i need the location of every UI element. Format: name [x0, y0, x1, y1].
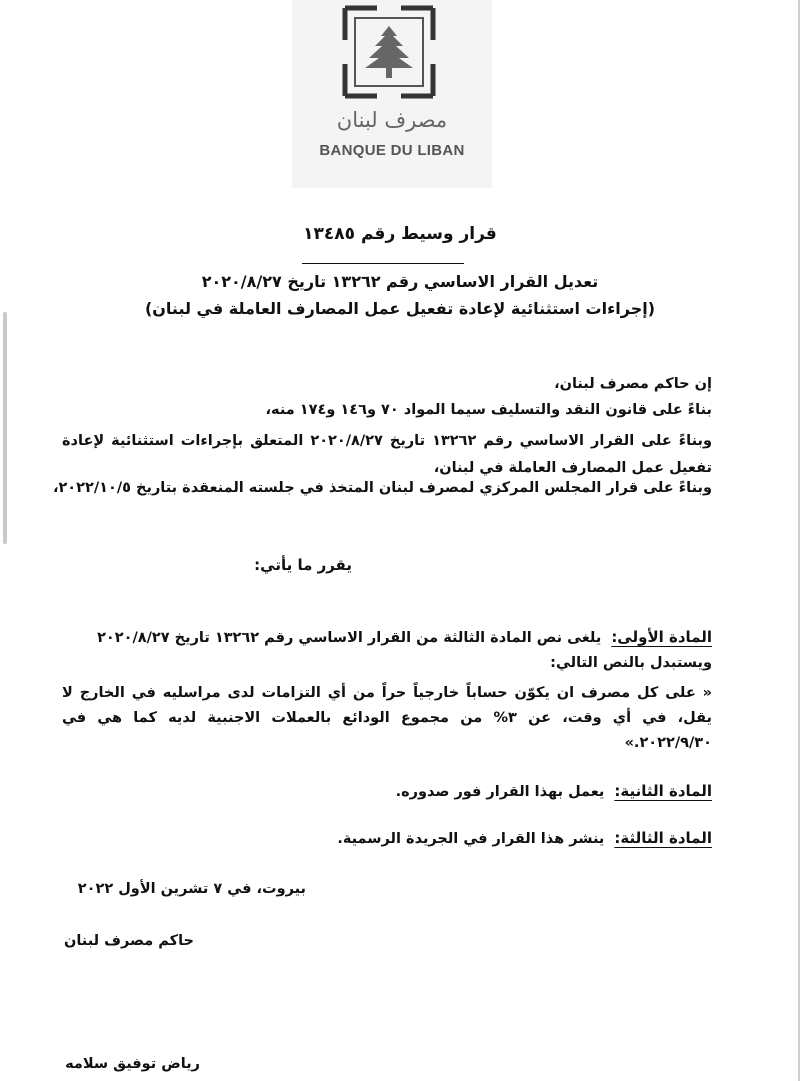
article-2: [396, 782, 712, 800]
article-3-text: ينشر هذا القرار في الجريدة الرسمية.: [337, 831, 605, 847]
signatory-name: رياض توفيق سلامه: [65, 1056, 200, 1072]
article-3-label: المادة الثالثة:: [614, 829, 712, 847]
preamble-line-1: إن حاكم مصرف لبنان،: [554, 376, 712, 392]
decision-subtitle-parenthetical: (إجراءات استثنائية لإعادة تفعيل عمل المصارف العاملة في لبنان): [144, 299, 656, 318]
preamble-line-2: بناءً على قانون النقد والتسليف سيما المواد ٧٠ و١٤٦ و١٧٤ منه،: [265, 402, 712, 418]
decision-subtitle: تعديل القرار الاساسي رقم ١٣٢٦٢ تاريخ ٢٠٢٠/٨/٢٧: [201, 272, 599, 291]
article-3: [337, 829, 712, 847]
preamble-line-4: وبناءً على قرار المجلس المركزي لمصرف لبنان المتخذ في جلسته المنعقدة بتاريخ ٢٠٢٢/١٠/٥،: [52, 480, 712, 496]
article-2-text: يعمل بهذا القرار فور صدوره.: [395, 784, 605, 800]
decides-heading: يقرر ما يأتي:: [254, 556, 352, 574]
place-and-date: بيروت، في ٧ تشرين الأول ٢٠٢٢: [77, 881, 306, 897]
preamble-line-3: وبناءً على القرار الاساسي رقم ١٣٢٦٢ تاريخ ٢٠٢٠/٨/٢٧ المتعلق بإجراءات استثنائية لإعادة تفعيل عمل المصارف العاملة في لبنان،: [62, 433, 712, 476]
scrollbar-track[interactable]: [0, 0, 12, 1081]
article-1-label: المادة الأولى:: [611, 628, 712, 646]
bank-name-arabic: مصرف لبنان: [336, 108, 448, 132]
scrollbar-thumb[interactable]: [3, 312, 7, 544]
bank-name-french: BANQUE DU LIBAN: [319, 142, 465, 159]
article-1-quote: « على كل مصرف ان يكوّن حساباً خارجياً حراً من أي التزامات لدى مراسليه في الخارج لا يقل، في أي وقت، عن ٣% من مجموع الودائع بالعملات الاجنبية لديه كما هي في ٢٠٢٢/٩/٣٠.»: [62, 685, 712, 751]
decision-title: قرار وسيط رقم ١٣٤٨٥: [303, 224, 497, 244]
article-1-text: يلغى نص المادة الثالثة من القرار الاساسي رقم ١٣٢٦٢ تاريخ ٢٠٢٠/٨/٢٧: [97, 630, 602, 646]
cedar-logo: [341, 4, 437, 100]
article-1: [97, 628, 712, 646]
article-1-text-2: ويستبدل بالنص التالي:: [550, 655, 712, 671]
article-2-label: المادة الثانية:: [614, 782, 712, 800]
signatory-title: حاكم مصرف لبنان: [63, 933, 194, 949]
title-underline: [302, 263, 464, 264]
